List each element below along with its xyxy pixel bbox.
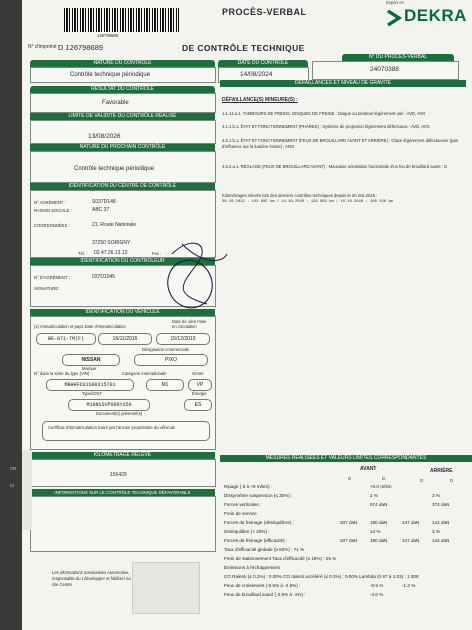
centre-agrement-label: N° AGRÉMENT : (34, 200, 66, 205)
measure-label: Forces de freinage (déséquilibre) : (224, 520, 294, 525)
measure-row (224, 583, 446, 588)
measures-rear-d: D (450, 478, 454, 483)
measure-value: 180 daN (370, 538, 388, 543)
doc-title-1: PROCÈS-VERBAL (222, 7, 307, 17)
footer-photo (132, 562, 200, 614)
measure-row (224, 538, 450, 543)
controleur-agrement-value: 037D1045 (92, 274, 116, 280)
measure-value: 3 % (432, 529, 440, 534)
centre-header: IDENTIFICATION DU CENTRE DE CONTRÔLE (30, 183, 215, 190)
vehicle-cat: M1 (146, 379, 184, 391)
signature-label: SIGNATURE : (34, 286, 61, 291)
measure-value: 147 daN (402, 520, 420, 525)
date-header: DATE DU CONTRÔLE (218, 60, 308, 67)
measures-front-d: D (382, 476, 386, 481)
measure-row (224, 547, 446, 552)
vehicle-doc-box (42, 421, 210, 441)
pv-value: 24070388 (370, 66, 399, 73)
defects-heading: DÉFAILLANCE(S) MINEURE(S) : (222, 97, 298, 103)
defect-item-3: 4.5.1.b.1. ÉTAT ET FONCTIONNEMENT (FEUX DE BROUILLARD AVANT ET ARRIÈRE) : Glace légèrement défectueuse (pas d'influence sur la lumière émise) : ARG (222, 138, 458, 149)
result-value: Favorable (102, 100, 129, 106)
measure-label: Feux de brouillard avant (-3.5% à -1%) : (224, 592, 306, 597)
binding-strip (22, 450, 32, 530)
km-header: KILOMÉTRAGE RELEVÉ (30, 452, 215, 459)
km-value: 156429 (110, 472, 127, 478)
vehicle-type: M10NSSVP000Y350 (68, 399, 150, 411)
doc-title-2: DE CONTRÔLE TECHNIQUE (182, 43, 305, 53)
vehicle-marque: NISSAN (62, 354, 120, 366)
defects-header: DÉFAILLANCES ET NIVEAU DE GRAVITÉ (220, 80, 466, 87)
km-history: 30.10.2022 : 143 095 km / 14.10.2020 : 128 884 km / 10.10.2018 : 109 228 km (222, 200, 393, 204)
measure-row (224, 529, 446, 534)
validity-header: LIMITE DE VALIDITÉ DU CONTRÔLE RÉALISÉ (30, 113, 215, 120)
measures-header: MESURES RÉALISÉES ET VALEURS LIMITES CORRESPONDANTES (220, 455, 472, 462)
measure-value: +0.0 m/km (370, 484, 392, 489)
measure-row (224, 484, 446, 489)
vehicle-model-label: Désignation commerciale (142, 347, 190, 352)
defect-item-2: 4.1.1.b.1. ÉTAT ET FONCTIONNEMENT (PHARES) : Système de projection légèrement défectueux : AVD, AVG (222, 124, 430, 129)
stamp-signature-icon (152, 224, 232, 314)
measure-label: Émissions à l'échappement (224, 565, 280, 570)
dekra-badge: Expert en (386, 0, 404, 5)
vehicle-header: IDENTIFICATION DU VÉHICULE (30, 309, 215, 316)
controleur-agrement-label: N° D'AGRÉMENT : (34, 275, 70, 280)
measures-front-g: G (348, 476, 352, 481)
nature-header: NATURE DU CONTRÔLE (30, 60, 215, 67)
measures-table (224, 484, 464, 602)
measure-value: 374 daN (432, 502, 450, 507)
measure-row (224, 556, 446, 561)
centre-tel-value: 02.47.26.13.13 (94, 250, 128, 256)
measure-value: 144 daN (432, 520, 450, 525)
measure-label: Forces de freinage (efficacité) : (224, 538, 288, 543)
vehicle-model: PIXO (134, 354, 208, 366)
vehicle-first-date: 15/12/2010 (156, 333, 210, 345)
measure-value: 3 % (432, 493, 440, 498)
measure-row (224, 574, 446, 579)
measure-label: CO Ralenti (≤ 0.3%) : 0.00% CO ralenti accéléré (≤ 0.2%) : 0.00% Lambda (0.97 à 1.03) : 1.008 (224, 574, 419, 579)
measures-rear-g: G (420, 478, 424, 483)
vehicle-docs-label: Document(s) présenté(s) (96, 411, 143, 416)
vehicle-plate: BE-071-TM(F) (36, 333, 96, 345)
next-header: NATURE DU PROCHAIN CONTRÔLE (30, 144, 215, 151)
vehicle-energy: ES (184, 399, 212, 411)
measure-row (224, 592, 446, 597)
measure-value: -4.0 % (370, 592, 384, 597)
vehicle-vin-label: N° dans la série du type (VIN) (34, 371, 90, 376)
measure-value: 207 daN (340, 538, 358, 543)
sidebar-c2: CI (10, 483, 15, 488)
measure-label: Forces verticales : (224, 502, 262, 507)
result-header: RÉSULTAT DU CONTRÔLE (30, 86, 215, 93)
measure-label: Frein de service (224, 511, 257, 516)
measure-value: 147 daN (402, 538, 420, 543)
vehicle-cat-label: Catégorie internationale (122, 371, 167, 376)
centre-fax-label: Fax : (152, 251, 162, 256)
centre-raison-label: RAISON SOCIALE : (34, 208, 72, 213)
measure-value: -0.9 % (370, 583, 384, 588)
centre-city: 37250 SORIGNY (92, 240, 131, 246)
next-value: Contrôle technique périodique (74, 166, 155, 172)
measures-rear: ARRIÈRE (430, 468, 453, 474)
vehicle-type-label: Type/CNIT (82, 391, 103, 396)
vehicle-genre-label: Genre (192, 371, 204, 376)
impression-label: N° d'imprimé : (28, 44, 60, 50)
defav-header: INFORMATIONS SUR LE CONTRÔLE TECHNIQUE DÉFAVORABLE (30, 489, 215, 496)
centre-agrement-value: S037D148 (92, 199, 116, 205)
measure-value: 574 daN (370, 502, 388, 507)
centre-fax-value: . (166, 250, 168, 256)
measure-label: Feux de croisement (-0.5% à -2.5%) : (224, 583, 301, 588)
centre-tel-label: Tél. : (78, 251, 88, 256)
date-value: 14/08/2024 (240, 71, 273, 78)
measure-label: Déséquilibre (< 20%) : (224, 529, 270, 534)
validity-value: 13/08/2026 (88, 133, 121, 140)
measure-value: 180 daN (370, 520, 388, 525)
controleur-header: IDENTIFICATION DU CONTRÔLEUR (30, 258, 215, 265)
measure-value: 14 % (370, 529, 381, 534)
measure-row (224, 493, 446, 498)
measure-value: 144 daN (432, 538, 450, 543)
measure-row (224, 502, 450, 507)
measures-front: AVANT (360, 466, 377, 472)
measure-value: 207 daN (340, 520, 358, 525)
vehicle-marque-label: Marque (82, 366, 97, 371)
vehicle-first-date-label: Date de 1ère mise en circulation (172, 319, 207, 329)
measure-label: Ripage ( 8 à +8 m/km) : (224, 484, 273, 489)
centre-raison-value: ABC 37 (92, 207, 110, 213)
measure-label: Taux d'efficacité globale (≥ 50%) : 71 % (224, 547, 305, 552)
impression-value: D 126798689 (58, 43, 104, 52)
defect-item-1: 1.1.14.a.1. TAMBOURS DE FREINS, DISQUES DE FREINS : Disque ou tambour légèrement usé : AVD, AVG (222, 111, 426, 116)
measure-value: -1.2 % (402, 583, 416, 588)
measure-label: Frein de stationnement Taux d'efficacité (≥ 18%) : 25 % (224, 556, 337, 561)
vehicle-energy-label: Énergie (192, 391, 207, 396)
centre-coord-label: COORDONNÉES : (34, 223, 70, 228)
barcode (64, 8, 179, 32)
pv-document (22, 0, 472, 630)
defav-box (30, 496, 216, 552)
sidebar-c1: CR (10, 466, 17, 471)
dekra-logo-icon (386, 9, 402, 27)
defect-item-4: 4.5.2.a.1. RÉGLAGE (FEUX DE BROUILLARD AVANT) : Mauvaise orientation horizontale d'un feu de brouillard avant : G (222, 164, 448, 169)
dekra-brand: DEKRA (404, 6, 467, 25)
validity-box (30, 120, 216, 144)
measure-row (224, 565, 446, 570)
vehicle-doc: Certificat d'immatriculation barré par l'ancien propriétaire du véhicule (48, 425, 176, 430)
km-note: Kilométrages relevés lors des derniers contrôles techniques depuis le 20 mai 2018 : (222, 193, 378, 198)
vehicle-genre: VP (188, 379, 212, 391)
measure-row (224, 511, 446, 516)
vehicle-vin: MBHHFD31S00315701 (46, 379, 134, 391)
barcode-caption: 126798689 (97, 33, 118, 38)
nature-value: Contrôle technique périodique (70, 72, 151, 78)
vehicle-immat-date: 16/11/2016 (98, 333, 152, 345)
footer-text: Les informations nominatives Automotive, responsable du t développer et fidéliser sa clie Centre (52, 570, 131, 587)
measure-row (224, 520, 450, 525)
measure-value: 2 % (370, 493, 378, 498)
centre-coord-value: 21, Route Nationale (92, 222, 137, 228)
pv-header: N° DU PROCÈS-VERBAL (342, 54, 454, 61)
measure-label: Dissymétrie suspension (≤ 30%) : (224, 493, 293, 498)
vehicle-immat-label: (1) Immatriculation et pays Date d'immatriculation (34, 324, 126, 329)
